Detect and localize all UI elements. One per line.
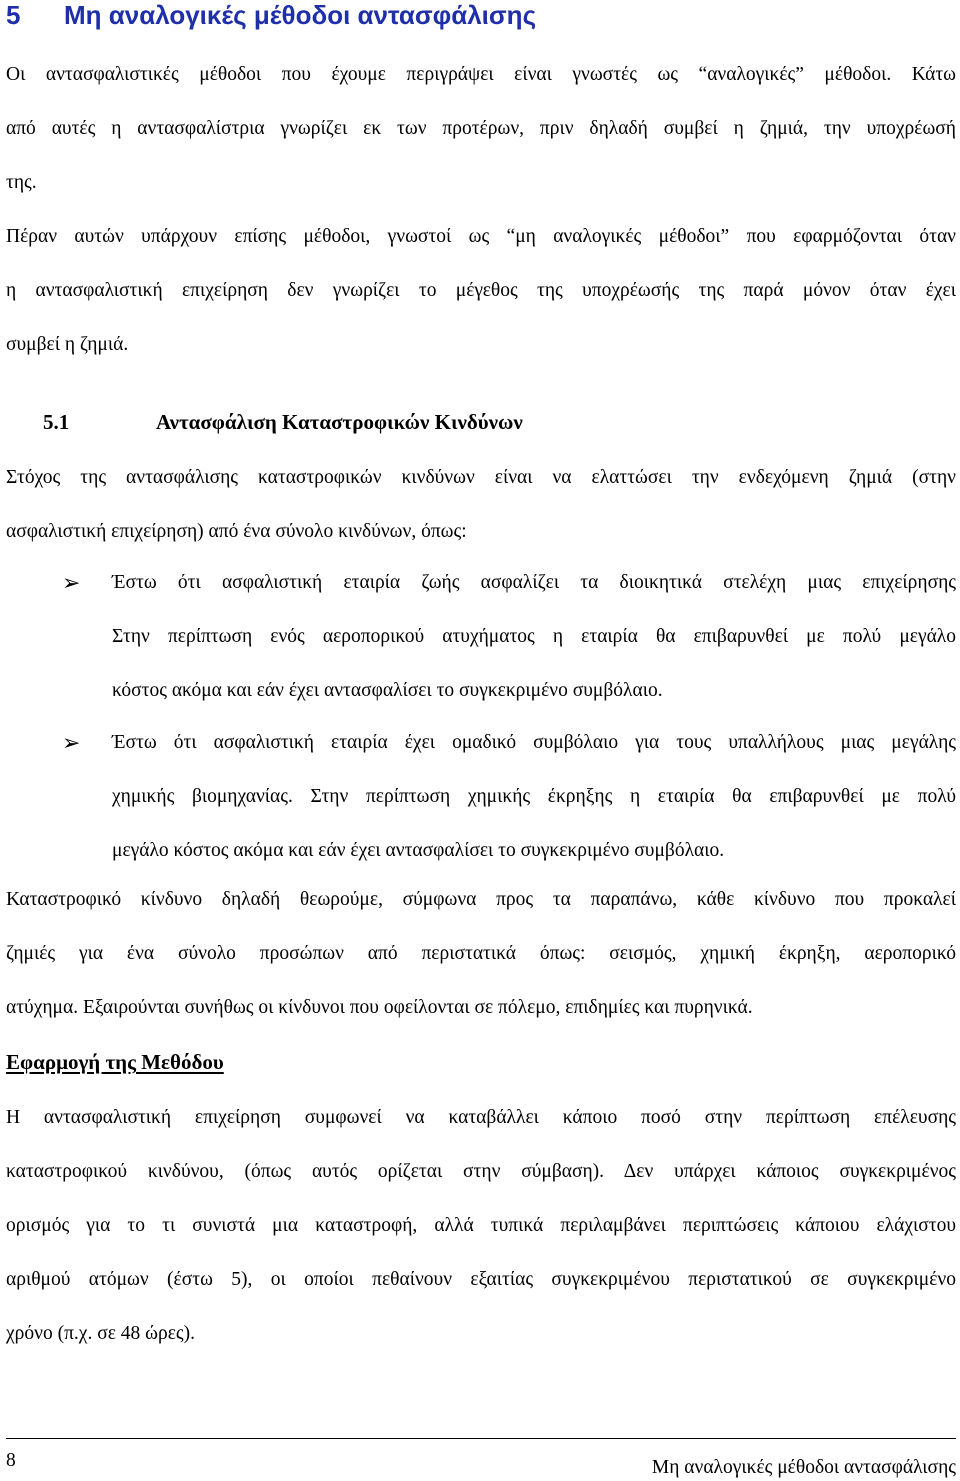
page-number: 8: [6, 1450, 16, 1471]
text-line: μεγάλο κόστος ακόμα και εάν έχει αντασφαλίσει το συγκεκριμένο συμβόλαιο.: [112, 840, 725, 861]
bullet-item-2: [112, 716, 956, 878]
text-line: αριθμού ατόμων (έστω 5), οι οποίοι πεθαίνουν εξαιτίας συγκεκριμένου περιστατικού σε συγκεκριμένο: [6, 1269, 956, 1290]
text-line: της.: [6, 172, 37, 193]
text-line: ζημιές για ένα σύνολο προσώπων από περιστατικά όπως: σεισμός, χημική έκρηξη, αεροπορικό: [6, 943, 956, 964]
text-line: Έστω ότι ασφαλιστική εταιρία ζωής ασφαλίζει τα διοικητικά στελέχη μιας επιχείρησης: [112, 572, 956, 593]
text-line: καταστροφικού κινδύνου, (όπως αυτός ορίζεται στην σύμβαση). Δεν υπάρχει κάποιος συγκεκριμένος: [6, 1161, 956, 1182]
chapter-heading: [6, 0, 946, 30]
text-line: Η αντασφαλιστική επιχείρηση συμφωνεί να καταβάλλει κάποιο ποσό στην περίπτωση επέλευσης: [6, 1107, 956, 1128]
running-footer-title: Μη αναλογικές μέθοδοι αντασφάλισης: [651, 1457, 956, 1478]
section-heading: [43, 405, 523, 439]
chapter-number: 5: [6, 0, 21, 30]
bullet-item-1: [112, 556, 956, 718]
subheading-application: Εφαρμογή της Μεθόδου: [6, 1050, 224, 1074]
goal-paragraph: [6, 451, 956, 559]
arrow-bullet-icon: ➢: [62, 570, 81, 595]
text-line: χρόνο (π.χ. σε 48 ώρες).: [6, 1323, 195, 1344]
text-line: η αντασφαλιστική επιχείρηση δεν γνωρίζει το μέγεθος της υποχρέωσής της παρά μόνον όταν έχει: [6, 280, 956, 301]
text-line: Καταστροφικό κίνδυνο δηλαδή θεωρούμε, σύμφωνα προς τα παραπάνω, κάθε κίνδυνο που προκαλεί: [6, 889, 956, 910]
text-line: Οι αντασφαλιστικές μέθοδοι που έχουμε περιγράψει είναι γνωστές ως “αναλογικές” μέθοδοι. Κάτω: [6, 64, 956, 85]
text-line: Στόχος της αντασφάλισης καταστροφικών κινδύνων είναι να ελαττώσει την ενδεχόμενη ζημιά (στην: [6, 467, 956, 488]
application-paragraph: [6, 1091, 956, 1361]
catastrophe-paragraph: [6, 873, 956, 1035]
intro-paragraph-2: [6, 210, 956, 372]
chapter-title: Μη αναλογικές μέθοδοι αντασφάλισης: [64, 0, 537, 30]
text-line: ορισμός για το τι συνιστά μια καταστροφή, αλλά τυπικά περιλαμβάνει περιπτώσεις κάποιου ελάχιστου: [6, 1215, 956, 1236]
text-line: χημικής βιομηχανίας. Στην περίπτωση χημικής έκρηξης η εταιρία θα επιβαρυνθεί με πολύ: [112, 786, 956, 807]
section-number: 5.1: [43, 410, 70, 434]
text-line: ατύχημα. Εξαιρούνται συνήθως οι κίνδυνοι που οφείλονται σε πόλεμο, επιδημίες και πυρηνικά.: [6, 997, 753, 1018]
text-line: κόστος ακόμα και εάν έχει αντασφαλίσει το συγκεκριμένο συμβόλαιο.: [112, 680, 663, 701]
text-line: Πέραν αυτών υπάρχουν επίσης μέθοδοι, γνωστοί ως “μη αναλογικές μέθοδοι” που εφαρμόζονται όταν: [6, 226, 956, 247]
text-line: Στην περίπτωση ενός αεροπορικού ατυχήματος η εταιρία θα επιβαρυνθεί με πολύ μεγάλο: [112, 626, 956, 647]
intro-paragraph-1: [6, 48, 956, 210]
text-line: ασφαλιστική επιχείρηση) από ένα σύνολο κινδύνων, όπως:: [6, 521, 467, 542]
text-line: από αυτές η αντασφαλίστρια γνωρίζει εκ των προτέρων, πριν δηλαδή συμβεί η ζημιά, την υποχρέωσή: [6, 118, 956, 139]
text-line: συμβεί η ζημιά.: [6, 334, 129, 355]
section-title: Αντασφάλιση Καταστροφικών Κινδύνων: [156, 410, 523, 434]
footer-divider: [6, 1438, 956, 1439]
arrow-bullet-icon: ➢: [62, 730, 81, 755]
text-line: Έστω ότι ασφαλιστική εταιρία έχει ομαδικό συμβόλαιο για τους υπαλλήλους μιας μεγάλης: [112, 732, 956, 753]
